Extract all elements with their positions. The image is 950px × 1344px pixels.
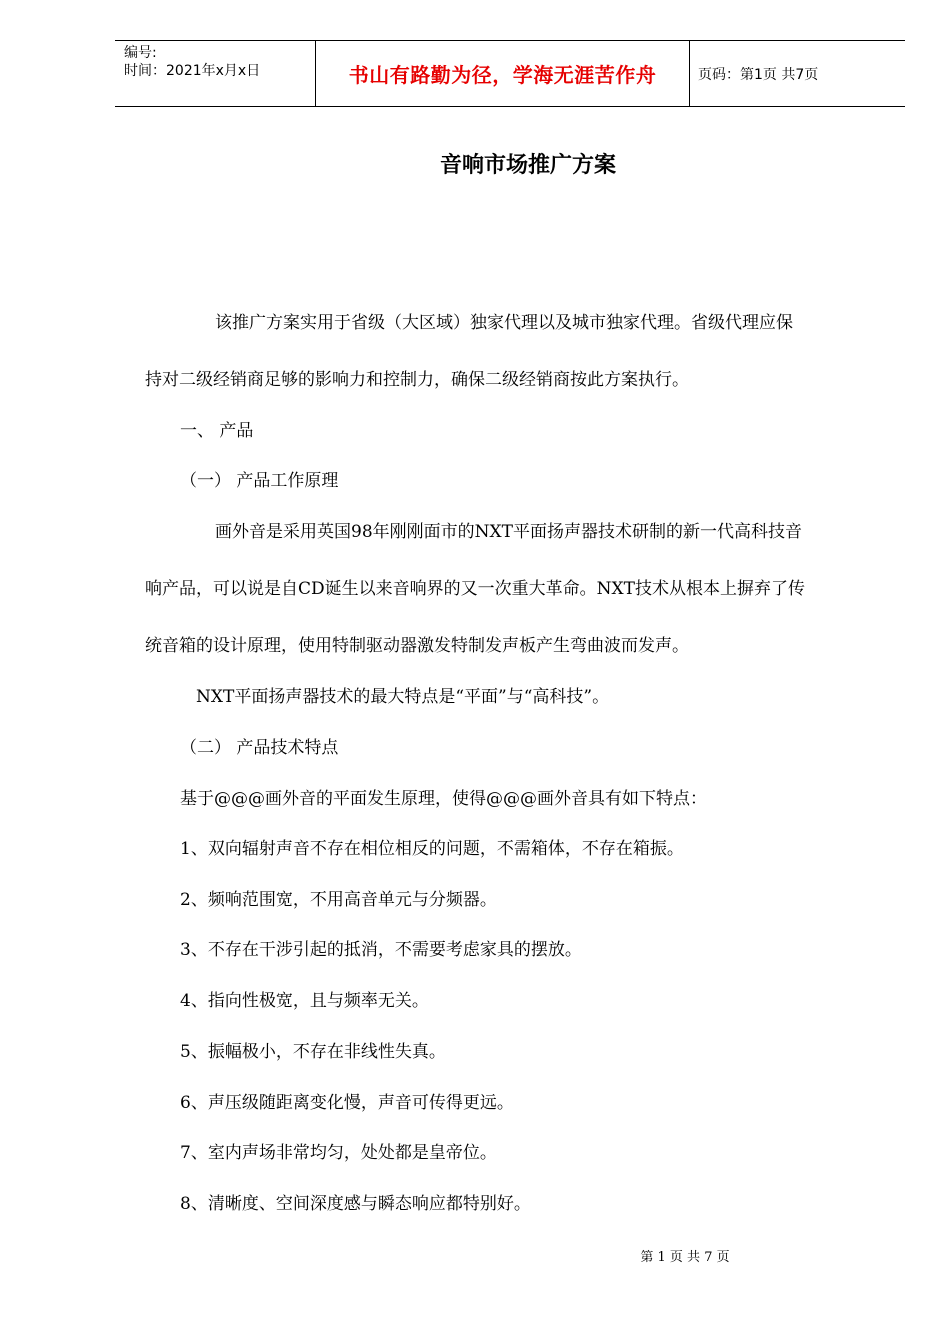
page-footer: 第 1 页 共 7 页 (640, 1250, 730, 1265)
subsection-heading: （一） 产品工作原理 (180, 471, 339, 491)
list-item: 5、振幅极小，不存在非线性失真。 (180, 1042, 446, 1062)
document-number-label: 编号: (124, 45, 157, 61)
body-line: 统音箱的设计原理，使用特制驱动器激发特制发声板产生弯曲波而发声。 (145, 636, 689, 656)
list-item: 7、室内声场非常均匀，处处都是皇帝位。 (180, 1143, 497, 1163)
list-item: 6、声压级随距离变化慢，声音可传得更远。 (180, 1093, 514, 1113)
section-heading: 一、 产品 (180, 421, 254, 441)
header-page-info: 页码：第1页 共7页 (698, 66, 819, 83)
body-line: 响产品，可以说是自CD诞生以来音响界的又一次重大革命。NXT技术从根本上摒弃了传 (145, 579, 805, 599)
list-item: 4、指向性极宽，且与频率无关。 (180, 991, 429, 1011)
body-line: NXT平面扬声器技术的最大特点是“平面”与“高科技”。 (196, 687, 610, 707)
header-motto: 书山有路勤为径，学海无涯苦作舟 (316, 41, 690, 106)
document-time-label: 时间：2021年x月x日 (124, 63, 261, 79)
body-line: 该推广方案实用于省级（大区域）独家代理以及城市独家代理。省级代理应保 (215, 313, 793, 333)
body-line: 持对二级经销商足够的影响力和控制力，确保二级经销商按此方案执行。 (145, 370, 689, 390)
list-item: 3、不存在干涉引起的抵消，不需要考虑家具的摆放。 (180, 940, 582, 960)
list-item: 2、频响范围宽，不用高音单元与分频器。 (180, 890, 497, 910)
list-item: 8、清晰度、空间深度感与瞬态响应都特别好。 (180, 1194, 531, 1214)
header-meta-cell (115, 41, 316, 106)
list-item: 1、双向辐射声音不存在相位相反的问题，不需箱体，不存在箱振。 (180, 839, 684, 859)
body-line: 基于@@@画外音的平面发生原理，使得@@@画外音具有如下特点： (180, 789, 707, 809)
document-title: 音响市场推广方案 (439, 153, 616, 178)
subsection-heading: （二） 产品技术特点 (180, 738, 339, 758)
document-header (115, 40, 905, 107)
body-line: 画外音是采用英国98年刚刚面市的NXT平面扬声器技术研制的新一代高科技音 (215, 522, 802, 542)
